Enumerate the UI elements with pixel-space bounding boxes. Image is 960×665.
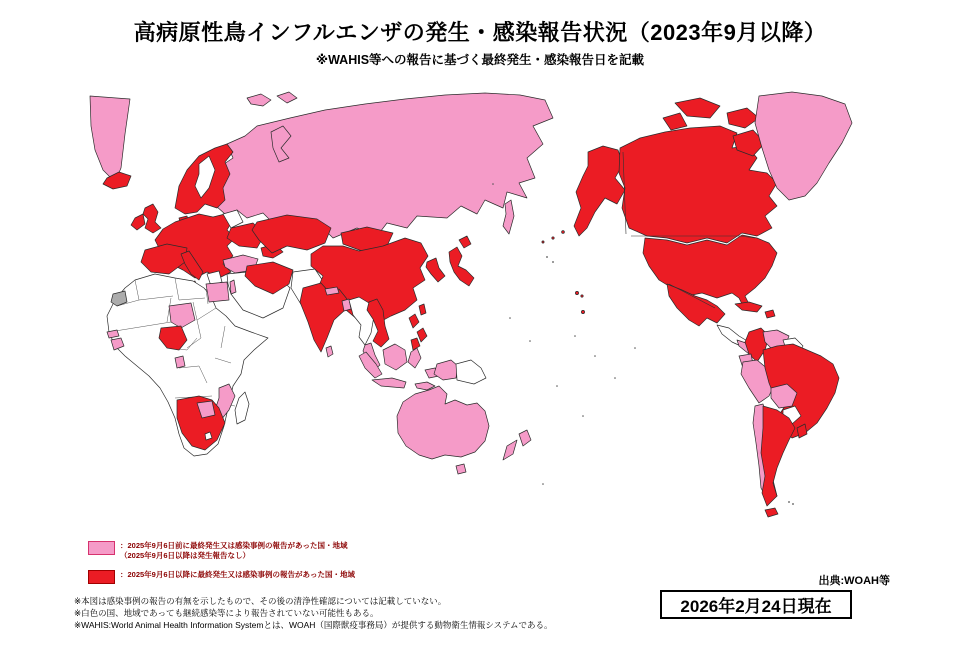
region-taiwan xyxy=(419,304,426,315)
region-australia xyxy=(397,386,489,459)
region-ireland xyxy=(131,214,145,230)
region-uk xyxy=(143,204,161,233)
footnote-3: ※WAHIS:World Animal Health Information Systemとは、WOAH（国際獣疫事務局）が提供する動物衛生情報システムである。 xyxy=(74,619,553,630)
region-egypt xyxy=(206,282,229,302)
world-map-svg xyxy=(75,86,900,541)
region-gabon xyxy=(175,356,185,368)
footnote-2: ※白色の国、地域であっても継続感染等により報告されていない可能性もある。 xyxy=(74,607,379,618)
legend-row-recent xyxy=(88,570,355,584)
legend-swatch-recent xyxy=(88,570,115,584)
region-new-guinea-west xyxy=(434,360,458,380)
region-hawaii xyxy=(575,291,578,294)
legend-row-older xyxy=(88,541,355,561)
region-hispaniola xyxy=(765,310,775,318)
region-alaska xyxy=(574,146,625,236)
region-japan xyxy=(449,236,474,286)
region-new-guinea-east xyxy=(456,360,486,384)
map-legend xyxy=(88,541,355,593)
region-india xyxy=(300,283,347,352)
region-aleutians xyxy=(552,237,554,239)
as-of-date-box: 2026年2月24日現在 xyxy=(660,590,852,619)
region-korea xyxy=(426,258,445,282)
region-hawaii xyxy=(581,295,583,297)
region-aleutians xyxy=(562,231,565,234)
region-sakhalin xyxy=(503,200,514,234)
region-iberia xyxy=(141,244,187,274)
region-tierra-del-fuego xyxy=(765,508,778,517)
page-subtitle: ※WAHIS等への報告に基づく最終発生・感染報告日を記載 xyxy=(315,53,645,67)
region-svalbard xyxy=(247,92,297,106)
footnotes xyxy=(74,596,614,632)
region-argentina xyxy=(761,406,795,506)
footnote-1: ※本図は感染事例の報告の有無を示したもので、その後の清浄性確認については記載していない。 xyxy=(74,596,447,606)
region-new-zealand xyxy=(503,430,531,460)
region-sri-lanka xyxy=(326,346,333,357)
region-madagascar xyxy=(235,392,249,424)
region-cuba xyxy=(735,302,762,312)
region-usa xyxy=(643,235,777,310)
legend-swatch-older xyxy=(88,541,115,555)
legend-label-recent: ：2025年9月6日以降に最終発生又は感染事例の報告があった国・地域 xyxy=(120,569,355,579)
page-title: 高病原性鳥インフルエンザの発生・感染報告状況（2023年9月以降） xyxy=(133,20,827,45)
world-map xyxy=(75,86,900,541)
source-label: 出典:WOAH等 xyxy=(818,575,890,587)
legend-label-older: ：2025年9月6日前に最終発生又は感染事例の報告があった国・地域 （2025年9月6日以降は発生報告なし） xyxy=(120,541,348,560)
region-aleutians xyxy=(542,241,544,243)
region-russia xyxy=(213,93,553,238)
region-fiji xyxy=(581,310,584,313)
region-philippines xyxy=(409,314,427,350)
region-greenland-west xyxy=(90,96,130,182)
region-tasmania xyxy=(456,464,466,474)
